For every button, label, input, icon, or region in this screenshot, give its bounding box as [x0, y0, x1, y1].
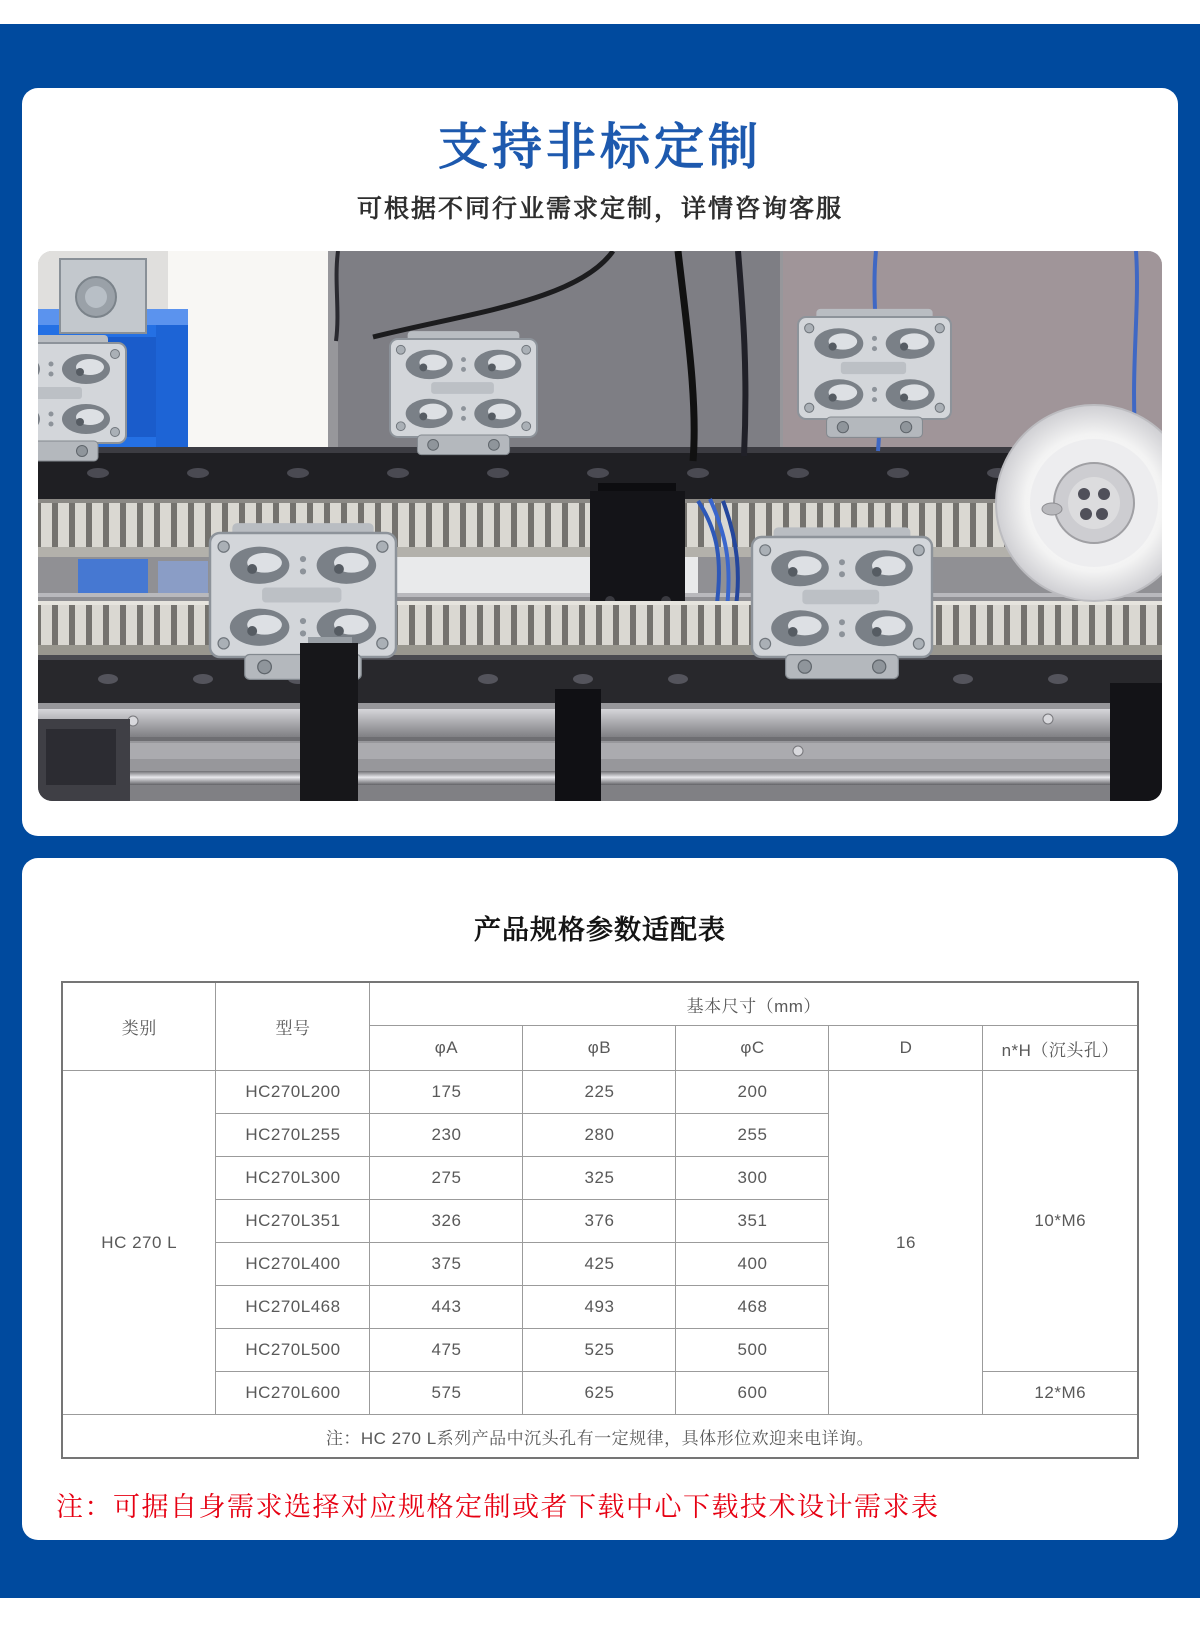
col-header-nh: n*H（沉头孔） — [983, 1026, 1138, 1071]
phi-b-cell: 325 — [523, 1157, 676, 1200]
d-cell: 16 — [829, 1071, 983, 1415]
spec-table — [61, 981, 1139, 1459]
col-header-basic-dim: 基本尺寸（mm） — [370, 982, 1138, 1026]
table-row — [62, 1071, 1138, 1114]
phi-b-cell: 425 — [523, 1243, 676, 1286]
phi-b-cell: 225 — [523, 1071, 676, 1114]
col-header-d: D — [829, 1026, 983, 1071]
phi-a-cell: 575 — [370, 1372, 523, 1415]
phi-b-cell: 625 — [523, 1372, 676, 1415]
model-cell: HC270L400 — [216, 1243, 370, 1286]
phi-a-cell: 443 — [370, 1286, 523, 1329]
phi-c-cell: 351 — [676, 1200, 829, 1243]
carrier-plate — [752, 527, 932, 678]
carrier-plate — [390, 331, 537, 454]
hero-title: 支持非标定制 — [438, 119, 762, 175]
phi-a-cell: 326 — [370, 1200, 523, 1243]
machinery-photo — [38, 251, 1162, 801]
phi-c-cell: 468 — [676, 1286, 829, 1329]
model-cell: HC270L500 — [216, 1329, 370, 1372]
col-header-model: 型号 — [216, 982, 370, 1071]
hero-subtitle: 可根据不同行业需求定制，详情咨询客服 — [356, 195, 843, 223]
phi-c-cell: 300 — [676, 1157, 829, 1200]
model-cell: HC270L255 — [216, 1114, 370, 1157]
carrier-plate — [38, 335, 126, 461]
machinery-illustration — [38, 251, 1162, 801]
spec-card — [22, 858, 1178, 1540]
phi-b-cell: 525 — [523, 1329, 676, 1372]
phi-c-cell: 200 — [676, 1071, 829, 1114]
col-header-category: 类别 — [62, 982, 216, 1071]
model-cell: HC270L300 — [216, 1157, 370, 1200]
category-cell: HC 270 L — [62, 1071, 216, 1415]
phi-b-cell: 280 — [523, 1114, 676, 1157]
table-note-row — [62, 1415, 1138, 1459]
red-note: 注：可据自身需求选择对应规格定制或者下载中心下载技术设计需求表 — [56, 1492, 940, 1522]
phi-b-cell: 376 — [523, 1200, 676, 1243]
phi-a-cell: 230 — [370, 1114, 523, 1157]
model-cell: HC270L351 — [216, 1200, 370, 1243]
header-row-1 — [62, 982, 1138, 1026]
phi-a-cell: 475 — [370, 1329, 523, 1372]
spec-table-title: 产品规格参数适配表 — [474, 915, 726, 945]
phi-c-cell: 600 — [676, 1372, 829, 1415]
sensor-box-icon — [60, 259, 146, 333]
phi-c-cell: 400 — [676, 1243, 829, 1286]
model-cell: HC270L200 — [216, 1071, 370, 1114]
nh-cell: 10*M6 — [983, 1071, 1138, 1372]
model-cell: HC270L600 — [216, 1372, 370, 1415]
table-note: 注：HC 270 L系列产品中沉头孔有一定规律，具体形位欢迎来电详询。 — [62, 1415, 1138, 1459]
lower-gear-rack — [38, 601, 1162, 655]
phi-a-cell: 275 — [370, 1157, 523, 1200]
col-header-phi-a: φA — [370, 1026, 523, 1071]
col-header-phi-b: φB — [523, 1026, 676, 1071]
custom-support-card — [22, 88, 1178, 836]
phi-b-cell: 493 — [523, 1286, 676, 1329]
model-cell: HC270L468 — [216, 1286, 370, 1329]
nh-cell: 12*M6 — [983, 1372, 1138, 1415]
phi-c-cell: 255 — [676, 1114, 829, 1157]
carrier-plate — [798, 309, 951, 438]
phi-a-cell: 175 — [370, 1071, 523, 1114]
col-header-phi-c: φC — [676, 1026, 829, 1071]
phi-a-cell: 375 — [370, 1243, 523, 1286]
phi-c-cell: 500 — [676, 1329, 829, 1372]
